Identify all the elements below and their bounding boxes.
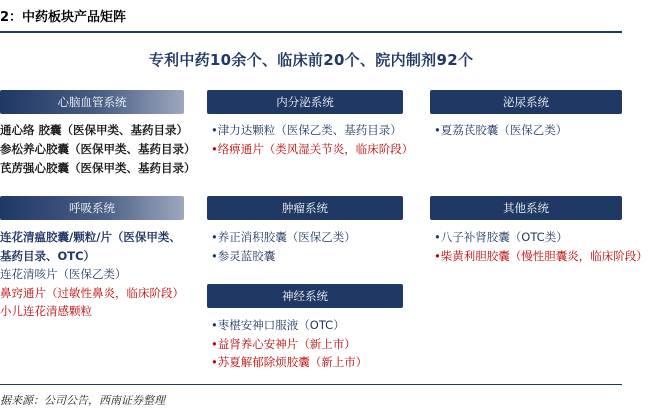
title-divider <box>0 31 622 33</box>
category-header-cardio: 心脑血管系统 <box>0 90 184 114</box>
list-item: 基药目录、OTC） <box>0 248 96 263</box>
category-header-other: 其他系统 <box>430 196 622 220</box>
list-item: 芪苈强心胶囊（医保甲类、基药目录） <box>0 161 196 175</box>
category-header-endocrine: 内分泌系统 <box>207 90 403 114</box>
respiratory-product-list <box>0 228 184 321</box>
neuro-product-list <box>211 316 367 372</box>
urinary-product-list <box>434 121 567 140</box>
list-item: •益肾养心安神片（新上市） <box>211 336 356 351</box>
list-item: •夏荔芪胶囊（医保乙类） <box>434 123 568 137</box>
list-item: •枣椹安神口服液（OTC） <box>211 318 345 332</box>
list-item: 小儿连花清感颗粒 <box>0 304 92 318</box>
tumor-product-list <box>211 228 356 265</box>
category-header-tumor: 肿瘤系统 <box>207 196 403 220</box>
source-note: 据来源：公司公告，西南证券整理 <box>0 394 165 407</box>
list-item: 参松养心胶囊（医保甲类、基药目录） <box>0 142 196 156</box>
cardio-product-list <box>0 121 196 178</box>
list-item: •津力达颗粒（医保乙类、基药目录） <box>211 123 402 137</box>
list-item: 连花清瘟胶囊/颗粒/片（医保甲类、 <box>0 230 181 244</box>
source-divider <box>0 384 622 385</box>
headline: 专利中药10余个、临床前20个、院内制剂92个 <box>148 51 474 69</box>
list-item: •参灵蓝胶囊 <box>211 248 276 263</box>
list-item: •柴黄利胆胶囊（慢性胆囊炎，临床阶段） <box>434 248 648 263</box>
category-header-neuro: 神经系统 <box>207 284 403 308</box>
list-item: 鼻窍通片（过敏性鼻炎，临床阶段） <box>0 285 184 300</box>
endocrine-product-list <box>211 121 413 158</box>
list-item: •养正消积胶囊（医保乙类） <box>211 230 356 244</box>
list-item: 连花清咳片（医保乙类） <box>0 267 127 281</box>
list-item: 通心络 胶囊（医保甲类、基药目录） <box>0 123 189 137</box>
list-item: •络痹通片（类风湿关节炎，临床阶段） <box>211 141 414 156</box>
category-header-respiratory: 呼吸系统 <box>0 196 184 220</box>
category-header-urinary: 泌尿系统 <box>430 90 622 114</box>
list-item: •八子补肾胶囊（OTC类） <box>434 230 568 244</box>
list-item: •苏夏解郁除烦胶囊（新上市） <box>211 355 368 369</box>
figure-title: 2：中药板块产品矩阵 <box>0 10 127 25</box>
other-product-list <box>434 228 648 265</box>
